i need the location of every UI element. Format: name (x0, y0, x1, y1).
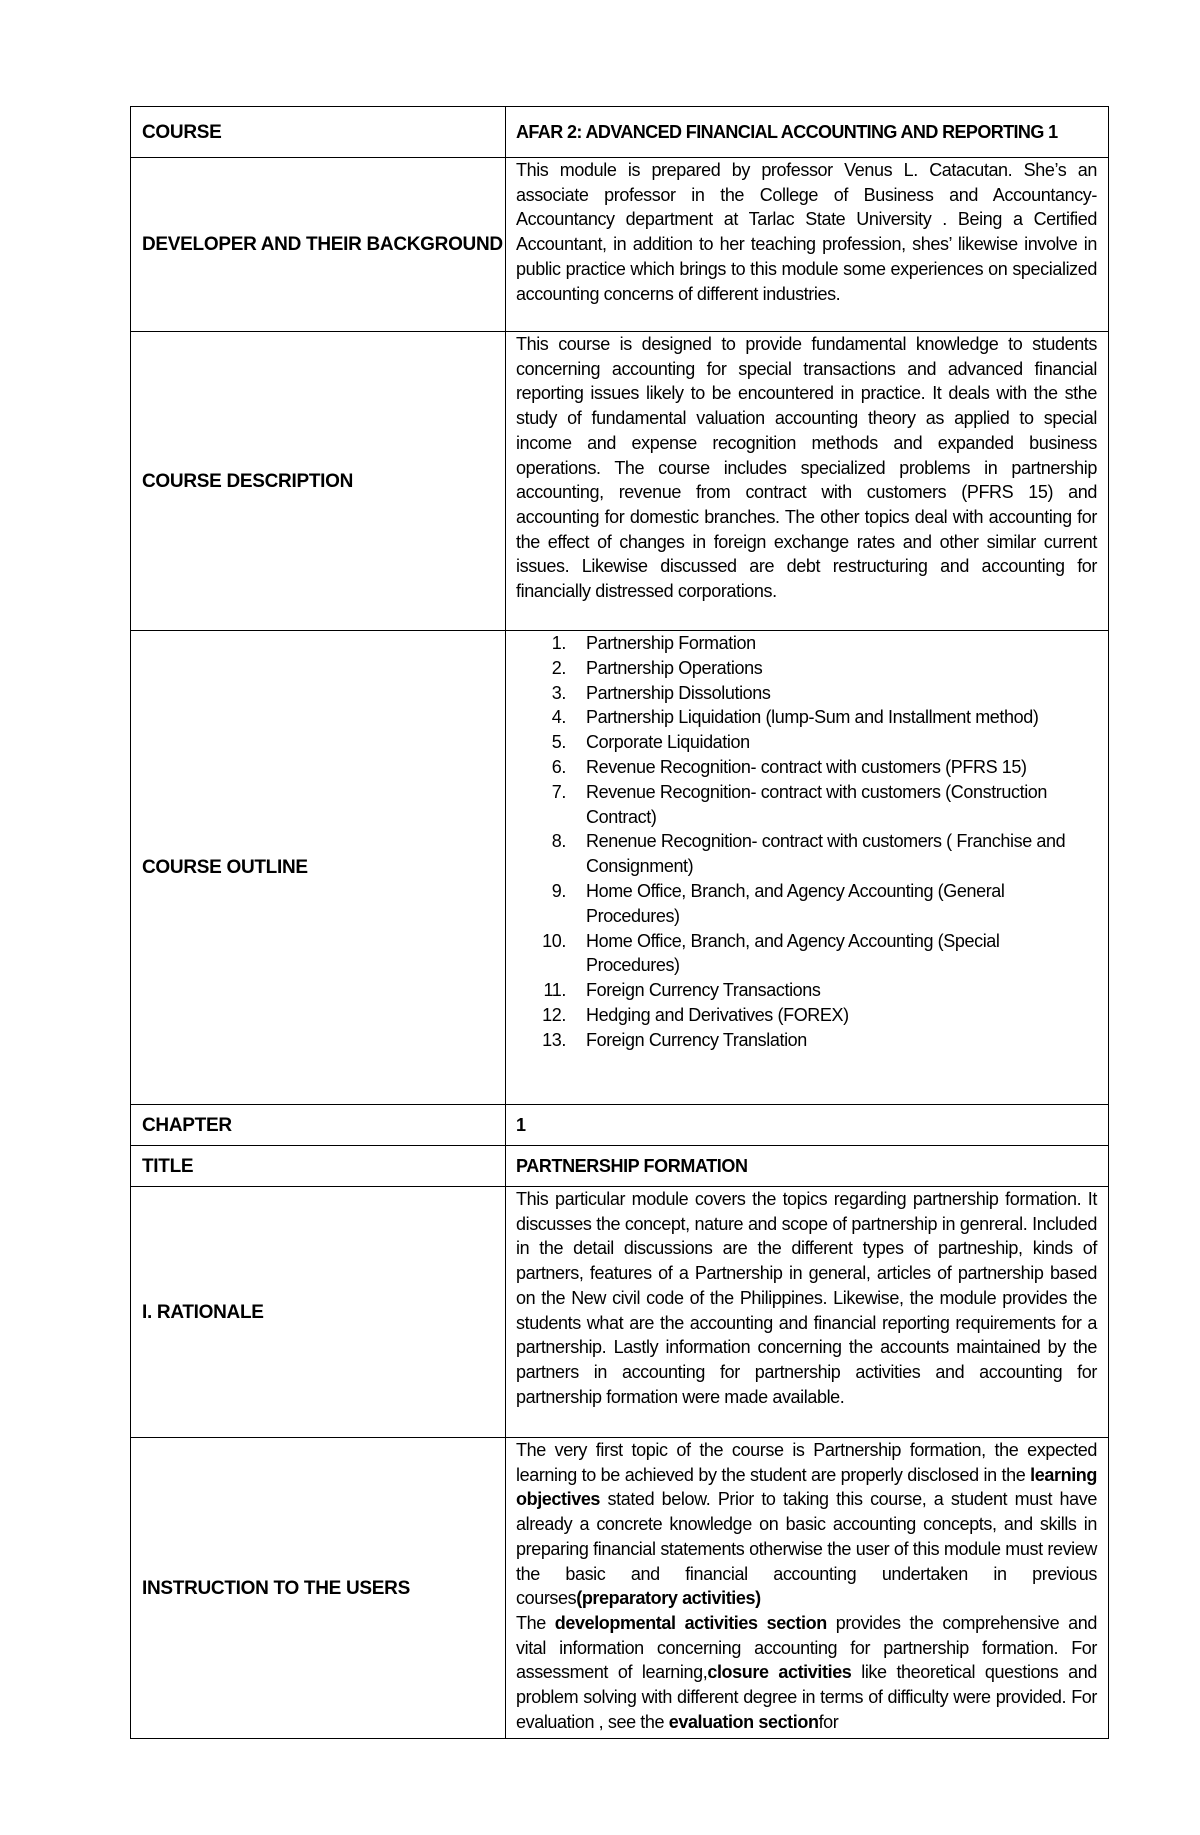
description-value (506, 332, 1109, 631)
list-item-text: Partnership Dissolutions (586, 682, 771, 703)
instructions-text: The very first topic of the course is Partnership formation, the expected learning to be achieved by the student are properly disclosed in the (516, 1440, 1097, 1485)
list-item (516, 1028, 1097, 1053)
list-item-number: 13. (542, 1029, 566, 1050)
rationale-value (506, 1187, 1109, 1438)
syllabus-page (130, 106, 1098, 1739)
table-row (131, 332, 1109, 631)
rationale-label: I. RATIONALE (131, 1187, 506, 1438)
list-item-number: 5. (551, 732, 566, 753)
chapter-value: 1 (506, 1105, 1109, 1146)
list-item (516, 929, 1097, 979)
instructions-text: stated below. Prior to taking this course, a student must have already a concrete knowledge on basic accounting concepts, and skills in preparing financial statements otherwise the user of this module must review the basic and financial accounting undertaken in previous courses (516, 1489, 1097, 1609)
list-item (516, 978, 1097, 1003)
developer-value (506, 158, 1109, 332)
table-row (131, 158, 1109, 332)
instructions-text: provides the comprehensive and vital information concerning accounting for partnership formation. For assessment of learning, (516, 1612, 1097, 1683)
developer-label: DEVELOPER AND THEIR BACKGROUND (131, 158, 506, 332)
list-item-number: 4. (551, 707, 566, 728)
course-outline-list (516, 631, 1097, 1053)
title-value: PARTNERSHIP FORMATION (506, 1146, 1109, 1187)
instructions-text: like theoretical questions and problem solving with different degree in terms of difficulty were provided. For evaluation , see the (516, 1662, 1098, 1732)
list-item-number: 3. (551, 682, 566, 703)
preparatory-activities-term: (preparatory activities) (576, 1588, 761, 1609)
list-item (516, 681, 1097, 706)
list-item (516, 755, 1097, 780)
closure-activities-term: closure activities (707, 1662, 852, 1683)
course-value: AFAR 2: ADVANCED FINANCIAL ACCOUNTING AND REPORTING 1 (506, 107, 1109, 158)
table-row (131, 1438, 1109, 1739)
list-item (516, 879, 1097, 929)
list-item-text: Home Office, Branch, and Agency Accounting (General Procedures) (586, 880, 1005, 926)
list-item-number: 6. (551, 756, 566, 777)
developer-text: This module is prepared by professor Venus L. Catacutan. She’s an associate professor in the College of Business and Accountancy-Accountancy department at Tarlac State University . Being a Certified Accountant, in addition to her teaching profession, shes’ likewise involve in public practice which brings to this module some experiences on specialized accounting concerns of different industries. (516, 160, 1097, 304)
outline-label: COURSE OUTLINE (131, 631, 506, 1105)
title-label: TITLE (131, 1146, 506, 1187)
list-item-number: 9. (551, 880, 566, 901)
table-row (131, 1187, 1109, 1438)
learning-objectives-term: learning objectives (516, 1464, 1097, 1510)
list-item-number: 10. (542, 930, 566, 951)
list-item (516, 1003, 1097, 1028)
list-item (516, 780, 1097, 830)
list-item-text: Partnership Formation (586, 633, 756, 653)
list-item-text: Revenue Recognition- contract with customers (Construction Contract) (586, 781, 1048, 827)
evaluation-section-term: evaluation section (668, 1711, 819, 1732)
chapter-label: CHAPTER (131, 1105, 506, 1146)
list-item-text: Renenue Recognition- contract with customers ( Franchise and Consignment) (586, 831, 1066, 877)
syllabus-table (130, 106, 1109, 1739)
list-item-text: Corporate Liquidation (586, 732, 750, 753)
course-label: COURSE (131, 107, 506, 158)
instructions-paragraph-2 (516, 1611, 1097, 1735)
developmental-activities-term: developmental activities section (554, 1612, 827, 1633)
list-item (516, 656, 1097, 681)
list-item (516, 829, 1097, 879)
list-item-number: 11. (543, 980, 566, 1001)
list-item-number: 1. (551, 633, 566, 653)
list-item-text: Home Office, Branch, and Agency Accounting (Special Procedures) (586, 930, 1000, 976)
outline-value (506, 631, 1109, 1105)
list-item-number: 7. (551, 781, 566, 802)
table-row (131, 1146, 1109, 1187)
table-row (131, 1105, 1109, 1146)
list-item-text: Foreign Currency Transactions (586, 980, 821, 1001)
list-item-text: Partnership Liquidation (lump-Sum and Installment method) (586, 707, 1039, 728)
table-row (131, 631, 1109, 1105)
list-item (516, 631, 1097, 656)
list-item (516, 705, 1097, 730)
list-item-text: Partnership Operations (586, 657, 763, 678)
instructions-text: The (516, 1612, 555, 1633)
list-item-text: Hedging and Derivatives (FOREX) (586, 1004, 849, 1025)
instructions-paragraph-1 (516, 1438, 1097, 1611)
table-row (131, 107, 1109, 158)
rationale-text: This particular module covers the topics regarding partnership formation. It discusses the concept, nature and scope of partnership in genreral. Included in the detail discussions are the different types of partneship, kinds of partners, features of a Partnership in general, articles of partnership based on the New civil code of the Philippines. Likewise, the module provides the students what are the accounting and financial reporting requirements for a partnership. Lastly information concerning the accounts maintained by the partners in accounting for partnership activities and accounting for partnership formation were made available. (516, 1189, 1097, 1407)
instructions-text: for (818, 1711, 839, 1732)
list-item-text: Revenue Recognition- contract with customers (PFRS 15) (586, 756, 1027, 777)
list-item (516, 730, 1097, 755)
description-text: This course is designed to provide fundamental knowledge to students concerning accounting for special transactions and advanced financial reporting issues likely to be encountered in practice. It deals with the sthe study of fundamental valuation accounting theory as applied to special income and expense recognition methods and expanded business operations. The course includes specialized problems in partnership accounting, revenue from contract with customers (PFRS 15) and accounting for domestic branches. The other topics deal with accounting for the effect of changes in foreign exchange rates and other similar current issues. Likewise discussed are debt restructuring and accounting for financially distressed corporations. (516, 334, 1097, 602)
description-label: COURSE DESCRIPTION (131, 332, 506, 631)
list-item-number: 8. (551, 831, 566, 852)
instructions-value (506, 1438, 1109, 1739)
list-item-number: 2. (551, 657, 566, 678)
list-item-number: 12. (542, 1004, 566, 1025)
list-item-text: Foreign Currency Translation (586, 1029, 807, 1050)
instructions-label: INSTRUCTION TO THE USERS (131, 1438, 506, 1739)
